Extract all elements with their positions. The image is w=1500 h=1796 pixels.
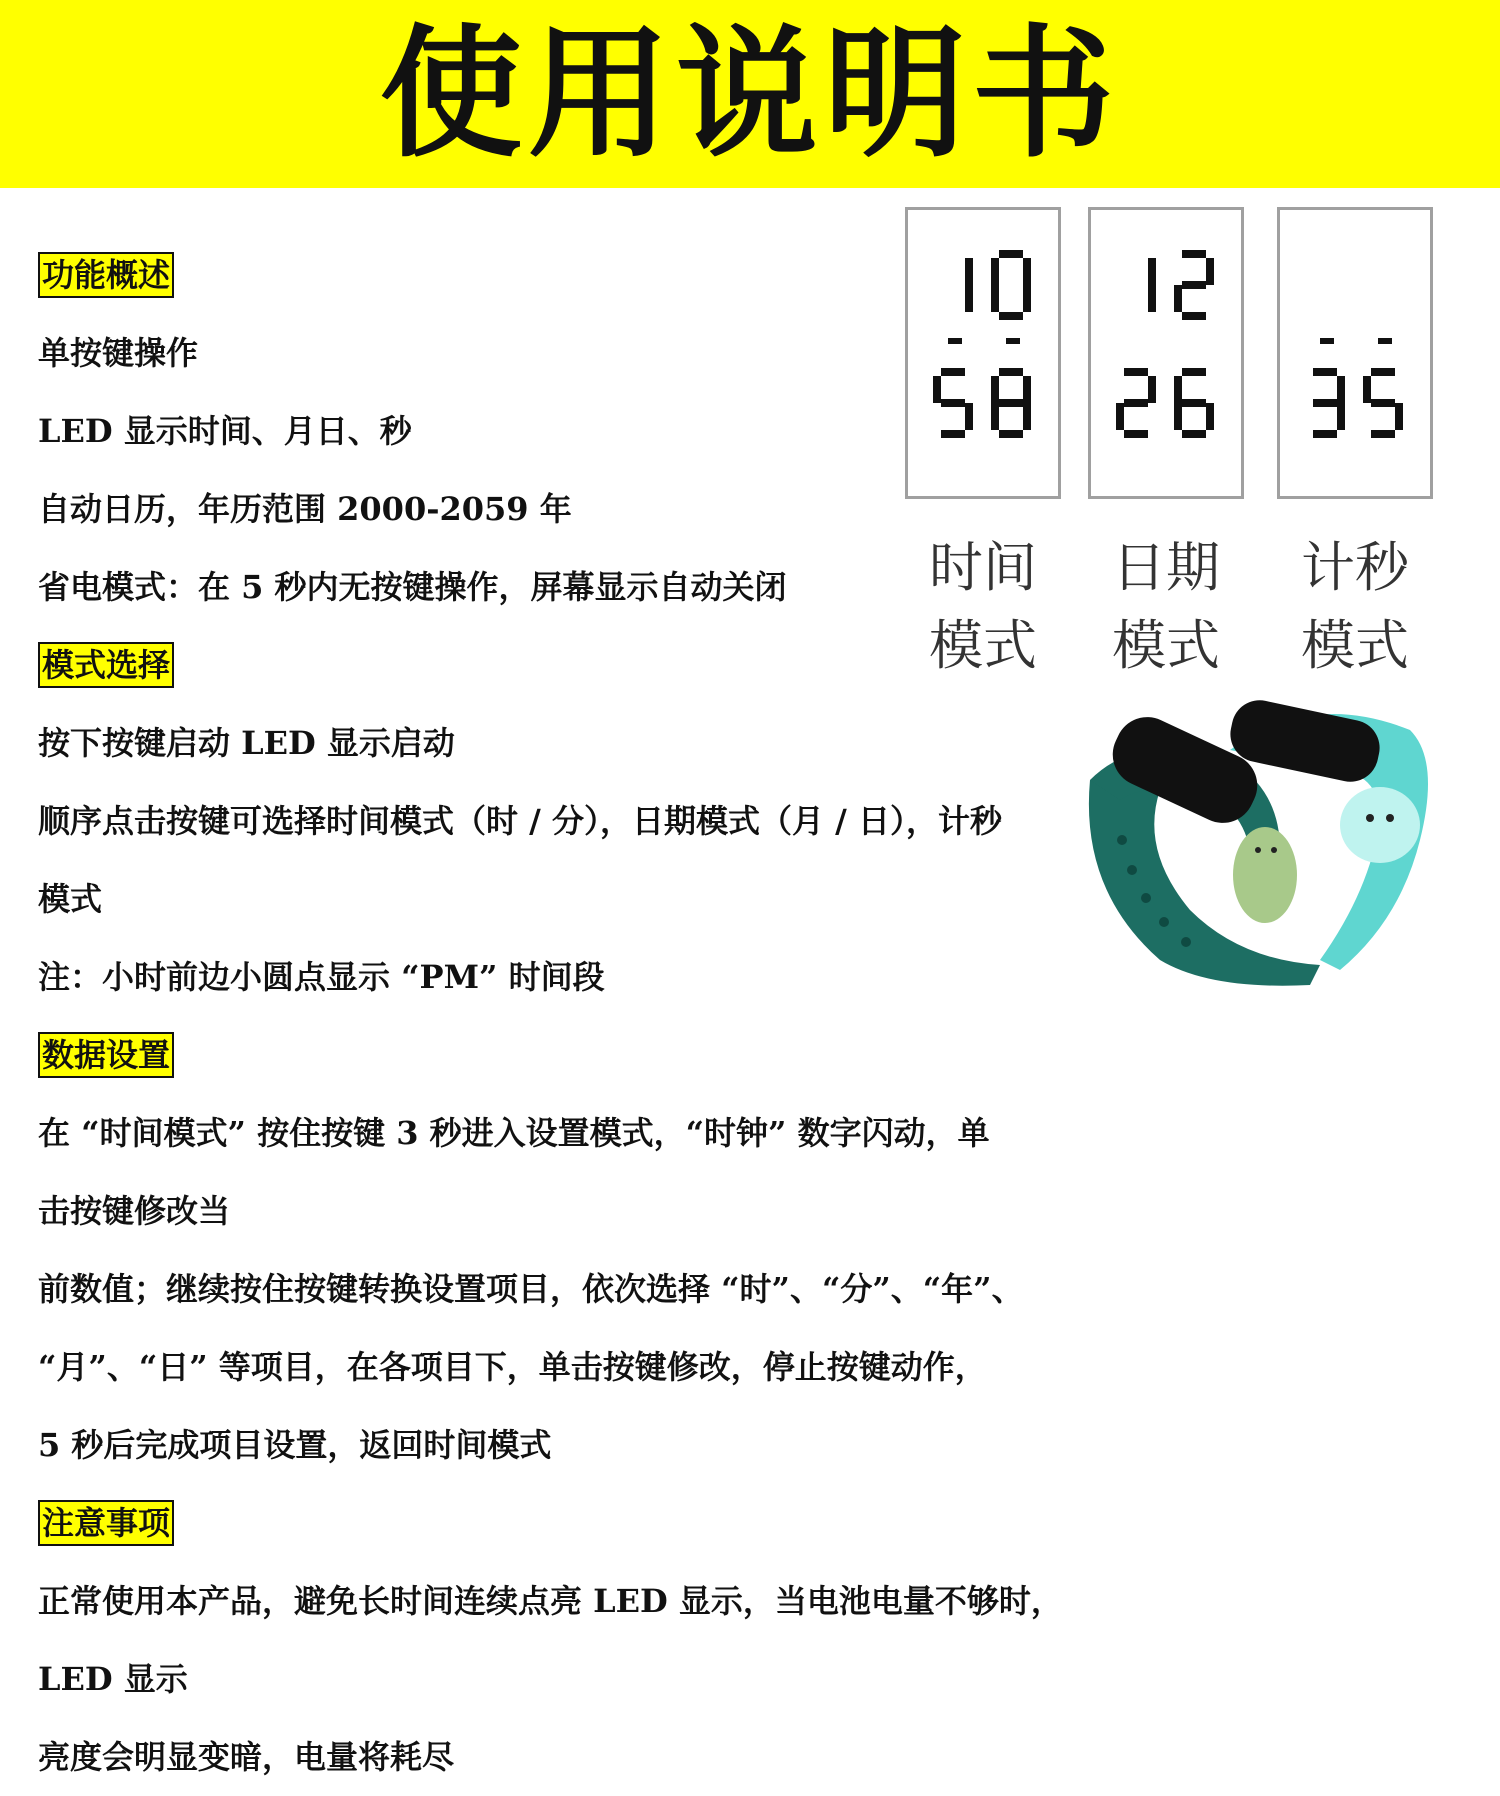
text-line: LED 显示	[38, 1660, 188, 1698]
mode-label: 时间	[929, 536, 1037, 599]
seconds-mode-display	[1277, 207, 1433, 499]
segment	[1206, 258, 1214, 285]
text-line: 击按键修改当	[38, 1192, 231, 1230]
title-banner	[0, 0, 1500, 188]
segment	[1182, 399, 1206, 407]
watch-product-image	[1080, 690, 1470, 1010]
segment	[1206, 403, 1214, 430]
segment	[999, 368, 1023, 376]
text-line: 自动日历，年历范围 2000-2059 年	[38, 490, 572, 528]
segment	[1320, 338, 1334, 344]
text-line: LED 显示时间、月日、秒	[38, 412, 412, 450]
segment	[1182, 368, 1206, 376]
section-heading: 功能概述	[38, 252, 174, 298]
time-mode-display	[905, 207, 1061, 499]
segment	[1023, 258, 1031, 285]
segment	[1006, 338, 1020, 344]
page-title: 使用说明书	[380, 12, 1120, 177]
segment	[941, 399, 965, 407]
dino-charm-icon	[1233, 827, 1297, 923]
segment	[965, 285, 973, 312]
segment	[991, 403, 999, 430]
text-line: 按下按键启动 LED 显示启动	[38, 724, 455, 762]
segment	[1116, 403, 1124, 430]
segment	[999, 399, 1023, 407]
segment	[941, 430, 965, 438]
segment	[1148, 258, 1156, 285]
segment	[965, 403, 973, 430]
text-line: 5 秒后完成项目设置，返回时间模式	[38, 1426, 552, 1464]
digit-display	[908, 210, 1058, 496]
date-mode-display	[1088, 207, 1244, 499]
segment	[1395, 403, 1403, 430]
section-heading: 模式选择	[38, 642, 174, 688]
segment	[1337, 376, 1345, 403]
segment	[1148, 285, 1156, 312]
segment	[1023, 285, 1031, 312]
text-line: 在 “时间模式” 按住按键 3 秒进入设置模式，“时钟” 数字闪动，单	[38, 1114, 990, 1152]
segment	[933, 376, 941, 403]
segment	[1313, 430, 1337, 438]
segment	[1174, 285, 1182, 312]
segment	[1124, 430, 1148, 438]
segment	[1313, 399, 1337, 407]
text-line: 前数值；继续按住按键转换设置项目，依次选择 “时”、“分”、“年”、	[38, 1270, 1024, 1308]
dino-charm-icon	[1340, 787, 1420, 863]
text-line: 单按键操作	[38, 334, 199, 372]
segment	[1313, 368, 1337, 376]
segment	[1371, 430, 1395, 438]
segment	[999, 430, 1023, 438]
segment	[941, 368, 965, 376]
section-heading: 数据设置	[38, 1032, 174, 1078]
mode-label: 模式	[1112, 614, 1220, 677]
segment	[1023, 403, 1031, 430]
segment	[1363, 376, 1371, 403]
segment	[991, 376, 999, 403]
text-line: 省电模式：在 5 秒内无按键操作，屏幕显示自动关闭	[38, 568, 787, 606]
segment	[1371, 399, 1395, 407]
text-line: 顺序点击按键可选择时间模式（时 / 分），日期模式（月 / 日），计秒	[38, 802, 1002, 840]
segment	[1182, 430, 1206, 438]
text-line: 正常使用本产品，避免长时间连续点亮 LED 显示，当电池电量不够时，	[38, 1582, 1063, 1620]
mode-label: 日期	[1112, 536, 1220, 599]
segment	[1378, 338, 1392, 344]
segment	[991, 285, 999, 312]
mode-label: 模式	[929, 614, 1037, 677]
segment	[1174, 376, 1182, 403]
text-line: 亮度会明显变暗，电量将耗尽	[38, 1738, 455, 1776]
segment	[999, 250, 1023, 258]
segment	[948, 338, 962, 344]
segment	[1124, 399, 1148, 407]
segment	[1174, 403, 1182, 430]
segment	[1124, 368, 1148, 376]
text-line: 模式	[38, 880, 103, 918]
mode-label: 模式	[1301, 614, 1409, 677]
segment	[1182, 312, 1206, 320]
digit-display	[1091, 210, 1241, 496]
text-line: “月”、“日” 等项目，在各项目下，单击按键修改，停止按键动作，	[38, 1348, 987, 1386]
segment	[1371, 368, 1395, 376]
section-heading: 注意事项	[38, 1500, 174, 1546]
segment	[1023, 376, 1031, 403]
mode-label: 计秒	[1301, 536, 1409, 599]
segment	[1182, 281, 1206, 289]
segment	[1148, 376, 1156, 403]
digit-display	[1280, 210, 1430, 496]
segment	[991, 258, 999, 285]
segment	[1337, 403, 1345, 430]
segment	[1182, 250, 1206, 258]
segment	[965, 258, 973, 285]
segment	[999, 312, 1023, 320]
text-line: 注：小时前边小圆点显示 “PM” 时间段	[38, 958, 605, 996]
